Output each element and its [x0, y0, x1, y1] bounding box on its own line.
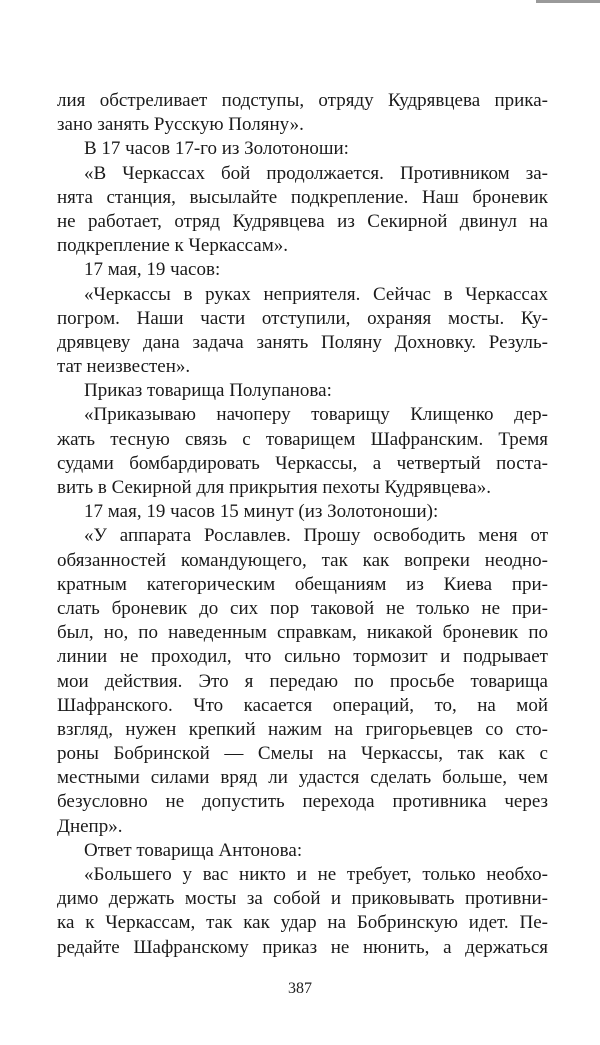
text-line: «В Черкассах бой продолжается. Противником за-: [84, 162, 548, 184]
text-line: судами бомбардировать Черкассы, а четвертый поста-: [57, 452, 548, 474]
scan-edge-line: [536, 0, 600, 3]
text-line: жать тесную связь с товарищем Шафранским. Тремя: [57, 428, 548, 450]
text-line: мои действия. Это я передаю по просьбе товарища: [57, 670, 548, 692]
text-line: 17 мая, 19 часов:: [84, 259, 221, 281]
text-line: 17 мая, 19 часов 15 минут (из Золотоноши):: [84, 501, 439, 523]
text-line: роны Бобринской — Смелы на Черкассы, так как с: [57, 743, 548, 765]
text-line: дрявцеву дана задача занять Поляну Дохновку. Резуль-: [57, 331, 548, 353]
text-line: взгляд, нужен крепкий нажим на григорьевцев со сто-: [57, 718, 548, 740]
text-line: редайте Шафранскому приказ не нюнить, а держаться: [57, 936, 548, 958]
text-line: димо держать мосты за собой и приковывать противни-: [57, 888, 548, 910]
text-line: тат неизвестен».: [57, 356, 191, 378]
text-line: безусловно не допустить перехода противника через: [57, 791, 548, 813]
body-text: [57, 89, 548, 960]
text-line: лия обстреливает подступы, отряду Кудрявцева прика-: [57, 90, 548, 111]
text-line: зано занять Русскую Поляну».: [57, 114, 304, 136]
text-line: линии не проходил, что сильно тормозит и подрывает: [57, 646, 548, 668]
text-line: вить в Секирной для прикрытия пехоты Кудрявцева».: [57, 477, 491, 498]
text-line: Шафранского. Что касается операций, то, на мой: [57, 694, 548, 716]
text-line: «Черкассы в руках неприятеля. Сейчас в Черкассах: [84, 283, 548, 305]
text-line: подкрепление к Черкассам».: [57, 235, 288, 257]
text-line: слать броневик до сих пор таковой не только не при-: [57, 597, 548, 619]
text-line: был, но, по наведенным справкам, никакой броневик по: [57, 622, 548, 644]
text-line: «У аппарата Рославлев. Прошу освободить меня от: [84, 525, 548, 547]
text-line: обязанностей командующего, так как вопреки неодно-: [57, 549, 548, 571]
text-line: Приказ товарища Полупанова:: [84, 380, 332, 402]
text-line: Ответ товарища Антонова:: [84, 839, 303, 861]
text-line: «Большего у вас никто и не требует, только необхо-: [84, 864, 548, 885]
text-line: Днепр».: [57, 815, 123, 837]
text-line: В 17 часов 17-го из Золотоноши:: [84, 138, 349, 160]
text-line: не работает, отряд Кудрявцева из Секирной двинул на: [57, 210, 548, 232]
text-line: ка к Черкассам, так как удар на Бобринскую идет. Пе-: [57, 912, 548, 934]
text-line: погром. Наши части отступили, охраняя мосты. Ку-: [57, 307, 548, 329]
text-line: местными силами вряд ли удастся сделать больше, чем: [57, 767, 548, 789]
text-line: кратным категорическим обещаниям из Киева при-: [57, 573, 548, 595]
text-line: нята станция, высылайте подкрепление. Наш броневик: [57, 186, 548, 208]
page-number: 387: [288, 980, 312, 997]
text-line: «Приказываю начоперу товарищу Клищенко дер-: [84, 404, 548, 426]
